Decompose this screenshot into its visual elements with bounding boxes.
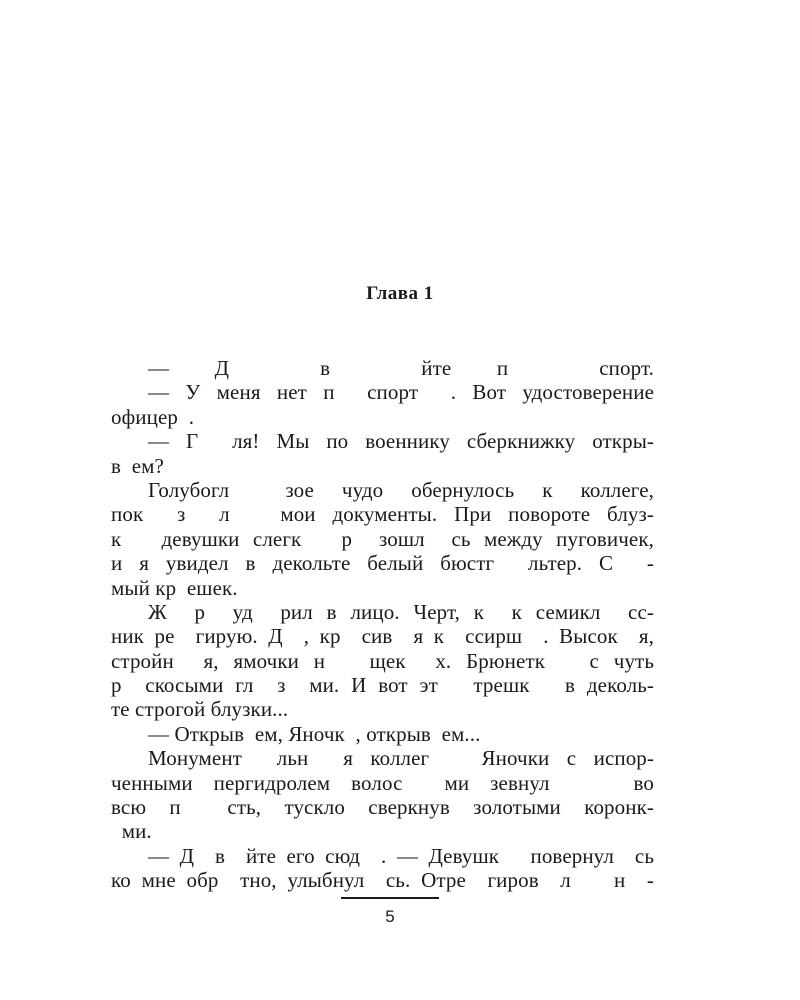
text-line: офицер . <box>111 404 195 429</box>
text-line: и я увидел в декольте белый бюстг льтер. С - <box>111 551 654 576</box>
text-line: — Д в йте п спорт. <box>148 356 654 380</box>
text-line: к девушки слегк р зошл сь между пуговичек, <box>111 526 654 551</box>
text-line: те строгой блузки... <box>111 697 289 722</box>
text-line: пок з л мои документы. При повороте блуз- <box>111 502 654 527</box>
text-line: — Д в йте его сюд . — Девушк повернул сь <box>148 843 654 868</box>
text-line: ченными пергидролем волос ми зевнул во <box>111 770 654 795</box>
text-line: Монумент льн я коллег Яночки с испор- <box>148 746 654 771</box>
text-line: ко мне обр тно, улыбнул сь. Отре гиров л н - <box>111 868 654 893</box>
text-line: р скосыми гл з ми. И вот эт трешк в деколь- <box>111 673 654 698</box>
text-line: Голубогл зое чудо обернулось к коллеге, <box>148 477 654 502</box>
text-line: — Открыв ем, Яночк , открыв ем... <box>148 721 481 746</box>
text-line: мый кр ешек. <box>111 575 238 600</box>
page-body <box>111 356 654 893</box>
text-line: всю п сть, тускло сверкнув золотыми коронк- <box>111 795 654 820</box>
text-line: Ж р уд рил в лицо. Черт, к к семикл сс- <box>148 599 654 624</box>
text-line: ми. <box>111 819 152 844</box>
page-number: 5 <box>385 907 395 926</box>
text-line: ник ре гирую. Д , кр сив я к ссирш . Высок я, <box>111 624 654 649</box>
text-line: в ем? <box>111 453 164 478</box>
footer-rule <box>341 897 439 899</box>
text-line: — Г ля! Мы по военнику сберкнижку откры- <box>148 429 654 454</box>
chapter-title: Глава 1 <box>366 283 434 304</box>
text-line: стройн я, ямочки н щек х. Брюнетк с чуть <box>111 648 654 673</box>
text-line: — У меня нет п спорт . Вот удостоверение <box>148 380 654 405</box>
